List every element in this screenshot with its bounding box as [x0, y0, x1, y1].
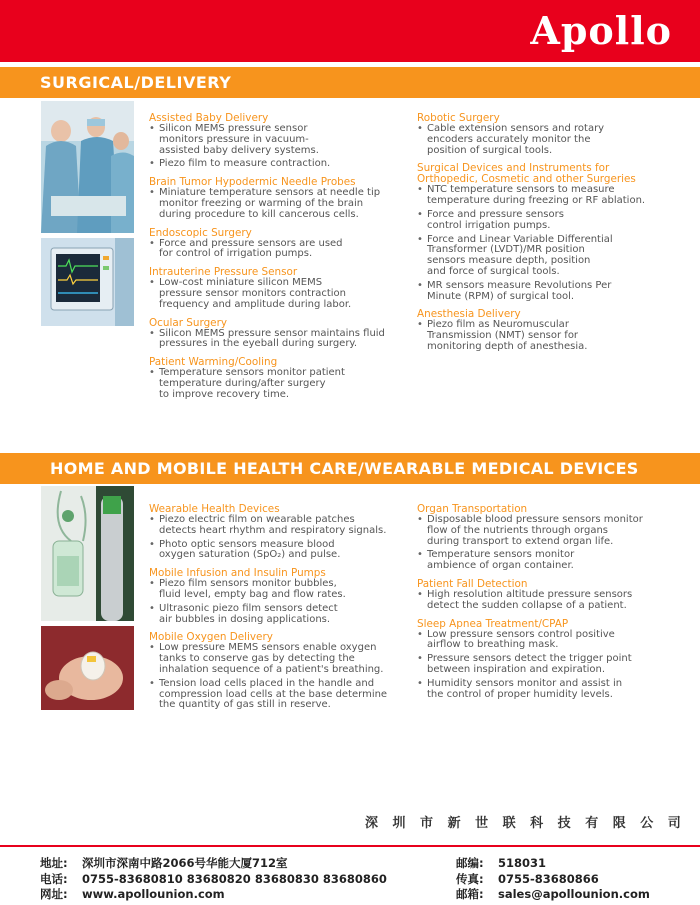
- company-name: 深 圳 市 新 世 联 科 技 有 限 公 司: [365, 816, 686, 831]
- bullet: • High resolution altitude pressure sensors detect the sudden collapse of a patient.: [417, 590, 662, 612]
- bullet: • Photo optic sensors measure blood oxygen saturation (SpO₂) and pulse.: [149, 540, 404, 562]
- bullet: • Temperature sensors monitor patient temperature during/after surgery to improve recovery time.: [149, 368, 404, 400]
- topic-title: Sleep Apnea Treatment/CPAP: [417, 617, 569, 630]
- infusion-pump-photo: [41, 486, 134, 621]
- bullet: • Pressure sensors detect the trigger point between inspiration and expiration.: [417, 654, 662, 676]
- bullet: • Low-cost miniature silicon MEMS pressure sensor monitors contraction frequency and amplitude during labor.: [149, 278, 404, 310]
- topic-title: Endoscopic Surgery: [149, 226, 252, 239]
- apollo-logo: Apollo: [530, 8, 672, 53]
- topic: [149, 318, 404, 351]
- topic: [417, 579, 662, 612]
- topic: [417, 163, 662, 302]
- zip-label: 邮编:: [456, 856, 484, 870]
- address-label: 地址:: [40, 856, 68, 870]
- topic-title: Robotic Surgery: [417, 112, 500, 124]
- topic-title: Wearable Health Devices: [149, 503, 280, 515]
- topic: [417, 504, 662, 572]
- bullet: • Humidity sensors monitor and assist in the control of proper humidity levels.: [417, 679, 662, 701]
- topic-title: Organ Transportation: [417, 503, 528, 515]
- topic-title: Ocular Surgery: [149, 316, 227, 329]
- topic: [417, 309, 662, 352]
- web-label: 网址:: [40, 887, 68, 901]
- bullet: • Silicon MEMS pressure sensor monitors pressure in vacuum- assisted baby delivery systems.: [149, 124, 404, 156]
- topic-title: Mobile Oxygen Delivery: [149, 631, 273, 644]
- bullet: • Piezo film as Neuromuscular Transmission (NMT) sensor for monitoring depth of anesthesia.: [417, 320, 662, 352]
- bullet: • Ultrasonic piezo film sensors detect air bubbles in dosing applications.: [149, 604, 404, 626]
- surgical-left-column: [149, 113, 404, 408]
- footer-divider: [0, 845, 700, 847]
- topic: [149, 504, 404, 561]
- topic: [417, 619, 662, 701]
- bullet: • Tension load cells placed in the handle and compression load cells at the base determine the quantity of gas still in reserve.: [149, 679, 404, 711]
- bullet: • Disposable blood pressure sensors monitor flow of the nutrients through organs during transport to extend organ life.: [417, 515, 662, 547]
- topic: [149, 113, 404, 170]
- bullet: • Force and Linear Variable Differential Transformer (LVDT)/MR position sensors measure depth, position and force of surgical tools.: [417, 235, 662, 278]
- bullet: • MR sensors measure Revolutions Per Minute (RPM) of surgical tool.: [417, 281, 662, 303]
- bullet: • Low pressure sensors control positive airflow to breathing mask.: [417, 630, 662, 652]
- topic: [149, 568, 404, 625]
- bullet: • Piezo electric film on wearable patches detects heart rhythm and respiratory signals.: [149, 515, 404, 537]
- bullet: • Force and pressure sensors are used for control of irrigation pumps.: [149, 239, 404, 261]
- address-value: 深圳市深南中路2066号华能大厦712室: [82, 856, 288, 870]
- topic: [417, 113, 662, 156]
- patient-monitor-photo: [41, 238, 134, 326]
- fax-label: 传真:: [456, 871, 484, 886]
- bullet: • Piezo film to measure contraction.: [149, 159, 404, 170]
- home-left-column: [149, 504, 404, 718]
- topic: [149, 177, 404, 220]
- header-bar: [0, 0, 700, 62]
- email-link[interactable]: sales@apollounion.com: [498, 887, 650, 901]
- section-title: HOME AND MOBILE HEALTH CARE/WEARABLE MEDICAL DEVICES: [50, 459, 639, 478]
- surgical-right-column: [417, 113, 662, 360]
- topic-title: Surgical Devices and Instruments for Orthopedic, Cosmetic and other Surgeries: [417, 162, 636, 186]
- bullet: • Low pressure MEMS sensors enable oxygen tanks to conserve gas by detecting the inhalation sequence of a patient's breathing.: [149, 643, 404, 675]
- section-header-home-mobile: [0, 453, 700, 484]
- section-title: SURGICAL/DELIVERY: [40, 73, 232, 92]
- section-header-surgical: [0, 67, 700, 98]
- topic: [149, 357, 404, 400]
- topic-title: Patient Warming/Cooling: [149, 356, 278, 369]
- wearable-device-photo: [41, 626, 134, 710]
- footer-contact-left: [40, 856, 387, 903]
- fax-value: 0755-83680866: [498, 871, 599, 886]
- home-right-column: [417, 504, 662, 707]
- phone-label: 电话:: [40, 871, 68, 886]
- bullet: • Cable extension sensors and rotary encoders accurately monitor the position of surgical tools.: [417, 124, 662, 156]
- topic-title: Mobile Infusion and Insulin Pumps: [149, 567, 326, 580]
- surgery-photo: [41, 101, 134, 233]
- web-link[interactable]: www.apollounion.com: [82, 887, 225, 901]
- bullet: • Piezo film sensors monitor bubbles, fluid level, empty bag and flow rates.: [149, 579, 404, 601]
- topic-title: Anesthesia Delivery: [417, 308, 521, 321]
- zip-value: 518031: [498, 856, 547, 870]
- email-label: 邮箱:: [456, 887, 484, 901]
- topic-title: Assisted Baby Delivery: [149, 112, 269, 124]
- topic-title: Patient Fall Detection: [417, 577, 528, 590]
- bullet: • Silicon MEMS pressure sensor maintains fluid pressures in the eyeball during surgery.: [149, 329, 404, 351]
- phone-value: 0755-83680810 83680820 83680830 83680860: [82, 871, 387, 886]
- topic: [149, 228, 404, 261]
- bullet: • Temperature sensors monitor ambience of organ container.: [417, 550, 662, 572]
- topic-title: Intrauterine Pressure Sensor: [149, 266, 298, 279]
- footer-contact-right: [456, 856, 650, 903]
- topic: [149, 267, 404, 310]
- topic: [149, 632, 404, 711]
- bullet: • NTC temperature sensors to measure temperature during freezing or RF ablation.: [417, 185, 662, 207]
- topic-title: Brain Tumor Hypodermic Needle Probes: [149, 176, 356, 189]
- bullet: • Miniature temperature sensors at needle tip monitor freezing or warming of the brain during procedure to kill cancerous cells.: [149, 188, 404, 220]
- bullet: • Force and pressure sensors control irrigation pumps.: [417, 210, 662, 232]
